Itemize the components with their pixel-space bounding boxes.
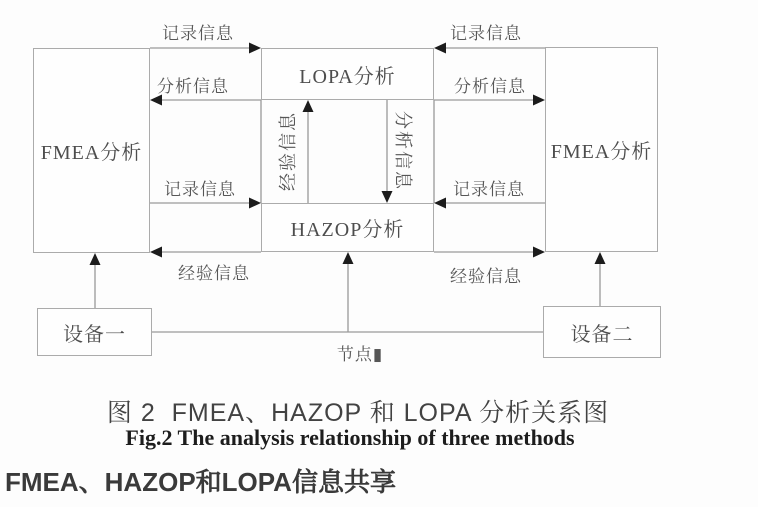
edge-label-experience-vertical: 经验信息 — [278, 111, 298, 191]
node-label: 节点▮ — [336, 345, 384, 364]
edge-label-record-top-right: 记录信息 — [450, 24, 522, 43]
box-hazop-label: HAZOP分析 — [290, 219, 405, 241]
edge-label-record-left: 记录信息 — [164, 180, 236, 199]
edge-label-analysis-left: 分析信息 — [157, 77, 229, 96]
box-fmea-left-label: FMEA分析 — [40, 142, 143, 164]
box-lopa-label: LOPA分析 — [299, 65, 396, 88]
box-device-one — [37, 308, 152, 356]
arrow-left-into-fmea-left-bottom — [150, 247, 162, 258]
box-fmea-right-label: FMEA分析 — [550, 141, 653, 163]
arrow-up-from-device-two — [595, 252, 606, 264]
figure-caption-zh: 图 2 FMEA、HAZOP 和 LOPA 分析关系图 — [106, 399, 610, 427]
edge-label-record-top-left: 记录信息 — [162, 24, 234, 43]
arrow-up-from-node — [343, 252, 354, 264]
arrow-left-into-hazop-right — [434, 198, 446, 209]
edge-label-experience-left: 经验信息 — [178, 264, 250, 283]
edge-label-record-right: 记录信息 — [453, 180, 525, 199]
figure-caption-en: Fig.2 The analysis relationship of three methods — [125, 425, 575, 450]
arrow-left-into-lopa-right — [434, 43, 446, 54]
arrow-right-into-fmea-right — [533, 95, 545, 106]
arrow-right-into-lopa-left — [249, 43, 261, 54]
box-hazop — [261, 203, 434, 252]
arrow-up-from-device-one — [90, 253, 101, 265]
edge-label-analysis-vertical: 分析信息 — [393, 111, 413, 191]
box-device-two-label: 设备二 — [570, 323, 634, 346]
box-lopa — [261, 48, 434, 100]
arrow-up-into-lopa — [303, 100, 314, 112]
section-heading: FMEA、HAZOP和LOPA信息共享 — [5, 467, 396, 497]
box-device-one-label: 设备一 — [63, 323, 126, 346]
box-device-two — [543, 306, 661, 358]
box-fmea-left — [33, 48, 150, 253]
edge-label-analysis-right: 分析信息 — [454, 77, 526, 96]
box-fmea-right — [545, 47, 658, 252]
arrow-right-into-fmea-right-bottom — [533, 247, 545, 258]
arrow-down-into-hazop — [382, 191, 393, 203]
arrow-right-into-hazop-left — [249, 198, 261, 209]
edge-label-experience-right: 经验信息 — [450, 267, 522, 286]
